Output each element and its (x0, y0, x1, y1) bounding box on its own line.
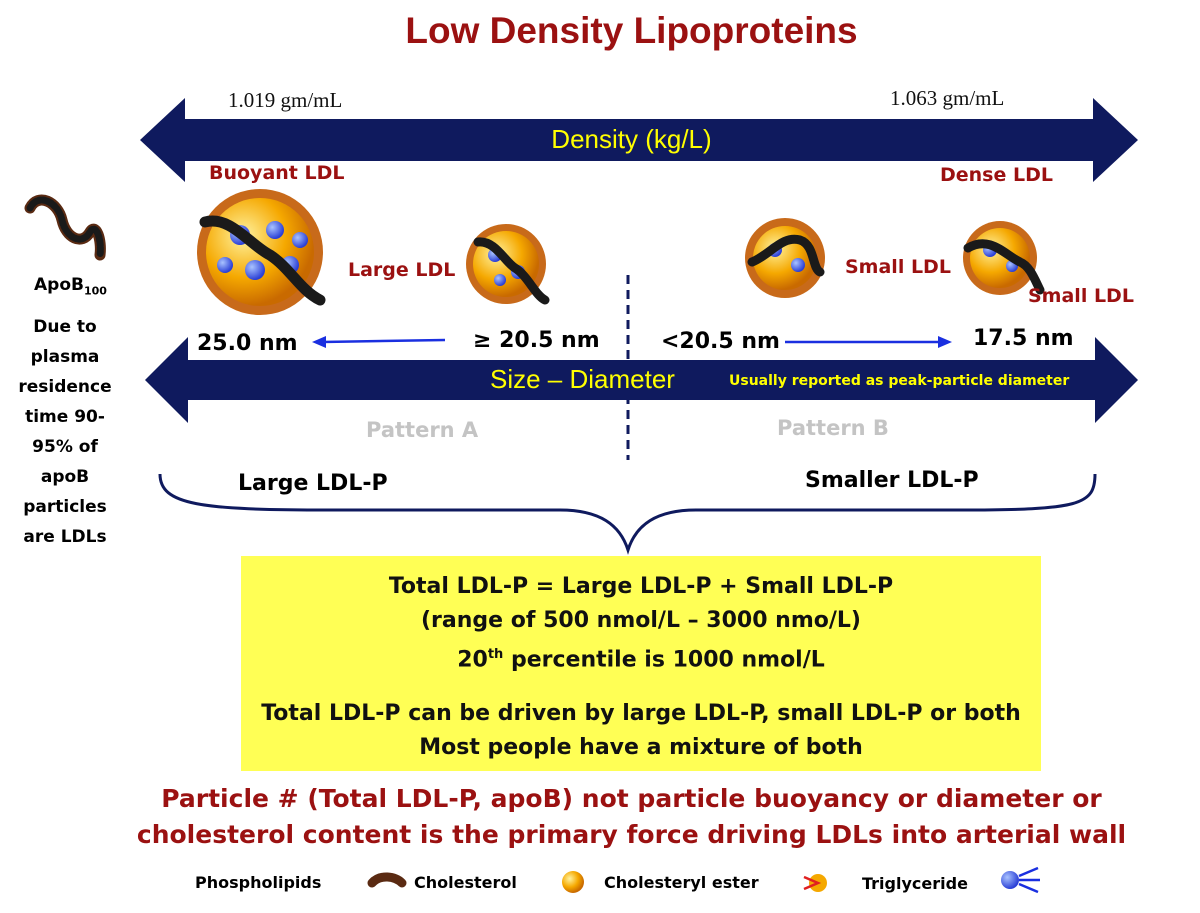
summary-line-4: Total LDL-P can be driven by large LDL-P, small LDL-P or both (261, 701, 1021, 727)
triglyceride-icon (804, 874, 827, 892)
summary-line-1: Total LDL-P = Large LDL-P + Small LDL-P (388, 574, 894, 599)
ldl-particle-small-2 (963, 221, 1040, 295)
size-note: Usually reported as peak-particle diameter (729, 373, 1070, 389)
apob-label: ApoB$_{100}$ (34, 275, 107, 298)
size-right-arrow (785, 336, 952, 348)
summary-line-2: (range of 500 nmol/L – 3000 nmo/L) (421, 608, 861, 633)
size-ge-20-5nm: ≥ 20.5 nm (473, 328, 600, 353)
ldl-particle-buoyant (197, 189, 323, 315)
size-arrow-label: Size – Diameter (490, 364, 675, 394)
density-arrow-label: Density (kg/L) (551, 124, 712, 154)
page-title: Low Density Lipoproteins (405, 10, 858, 51)
large-ldl-label: Large LDL (348, 259, 456, 281)
summary-line-3: 20th percentile is 1000 nmol/L (457, 647, 825, 673)
legend-cholesteryl-ester: Cholesteryl ester (604, 873, 759, 892)
size-17-5nm: 17.5 nm (973, 326, 1074, 351)
density-left-value: 1.019 gm/mL (228, 88, 343, 112)
small-ldl-label-1: Small LDL (845, 256, 951, 278)
smaller-ldlp-label: Smaller LDL-P (805, 468, 979, 493)
large-ldlp-label: Large LDL-P (238, 471, 388, 496)
small-ldl-label-2: Small LDL (1028, 285, 1134, 307)
conclusion-line-1: Particle # (Total LDL-P, apoB) not particle buoyancy or diameter or (161, 784, 1102, 813)
legend-cholesterol: Cholesterol (414, 873, 517, 892)
size-lt-20-5nm: <20.5 nm (661, 329, 780, 354)
summary-box (241, 556, 1041, 771)
legend-triglyceride: Triglyceride (862, 874, 968, 893)
dense-ldl-label: Dense LDL (940, 164, 1053, 186)
pattern-a-label: Pattern A (366, 418, 479, 442)
apob-note: Due to plasma residence time 90- 95% of apoB particles are LDLs (18, 317, 112, 547)
phospholipid-icon (1001, 868, 1040, 892)
cholesterol-icon (372, 877, 402, 883)
size-25nm: 25.0 nm (197, 331, 298, 356)
summary-line-5: Most people have a mixture of both (419, 735, 863, 761)
cholesteryl-ester-icon (562, 871, 584, 893)
conclusion-line-2: cholesterol content is the primary force driving LDLs into arterial wall (136, 820, 1127, 849)
density-right-value: 1.063 gm/mL (890, 86, 1005, 110)
size-left-arrow (312, 336, 445, 348)
pattern-b-label: Pattern B (777, 416, 889, 440)
buoyant-ldl-label: Buoyant LDL (209, 162, 345, 184)
ldl-particle-small-1 (745, 218, 825, 298)
legend-phospholipids: Phospholipids (195, 873, 322, 892)
ldl-particle-large (466, 224, 546, 304)
